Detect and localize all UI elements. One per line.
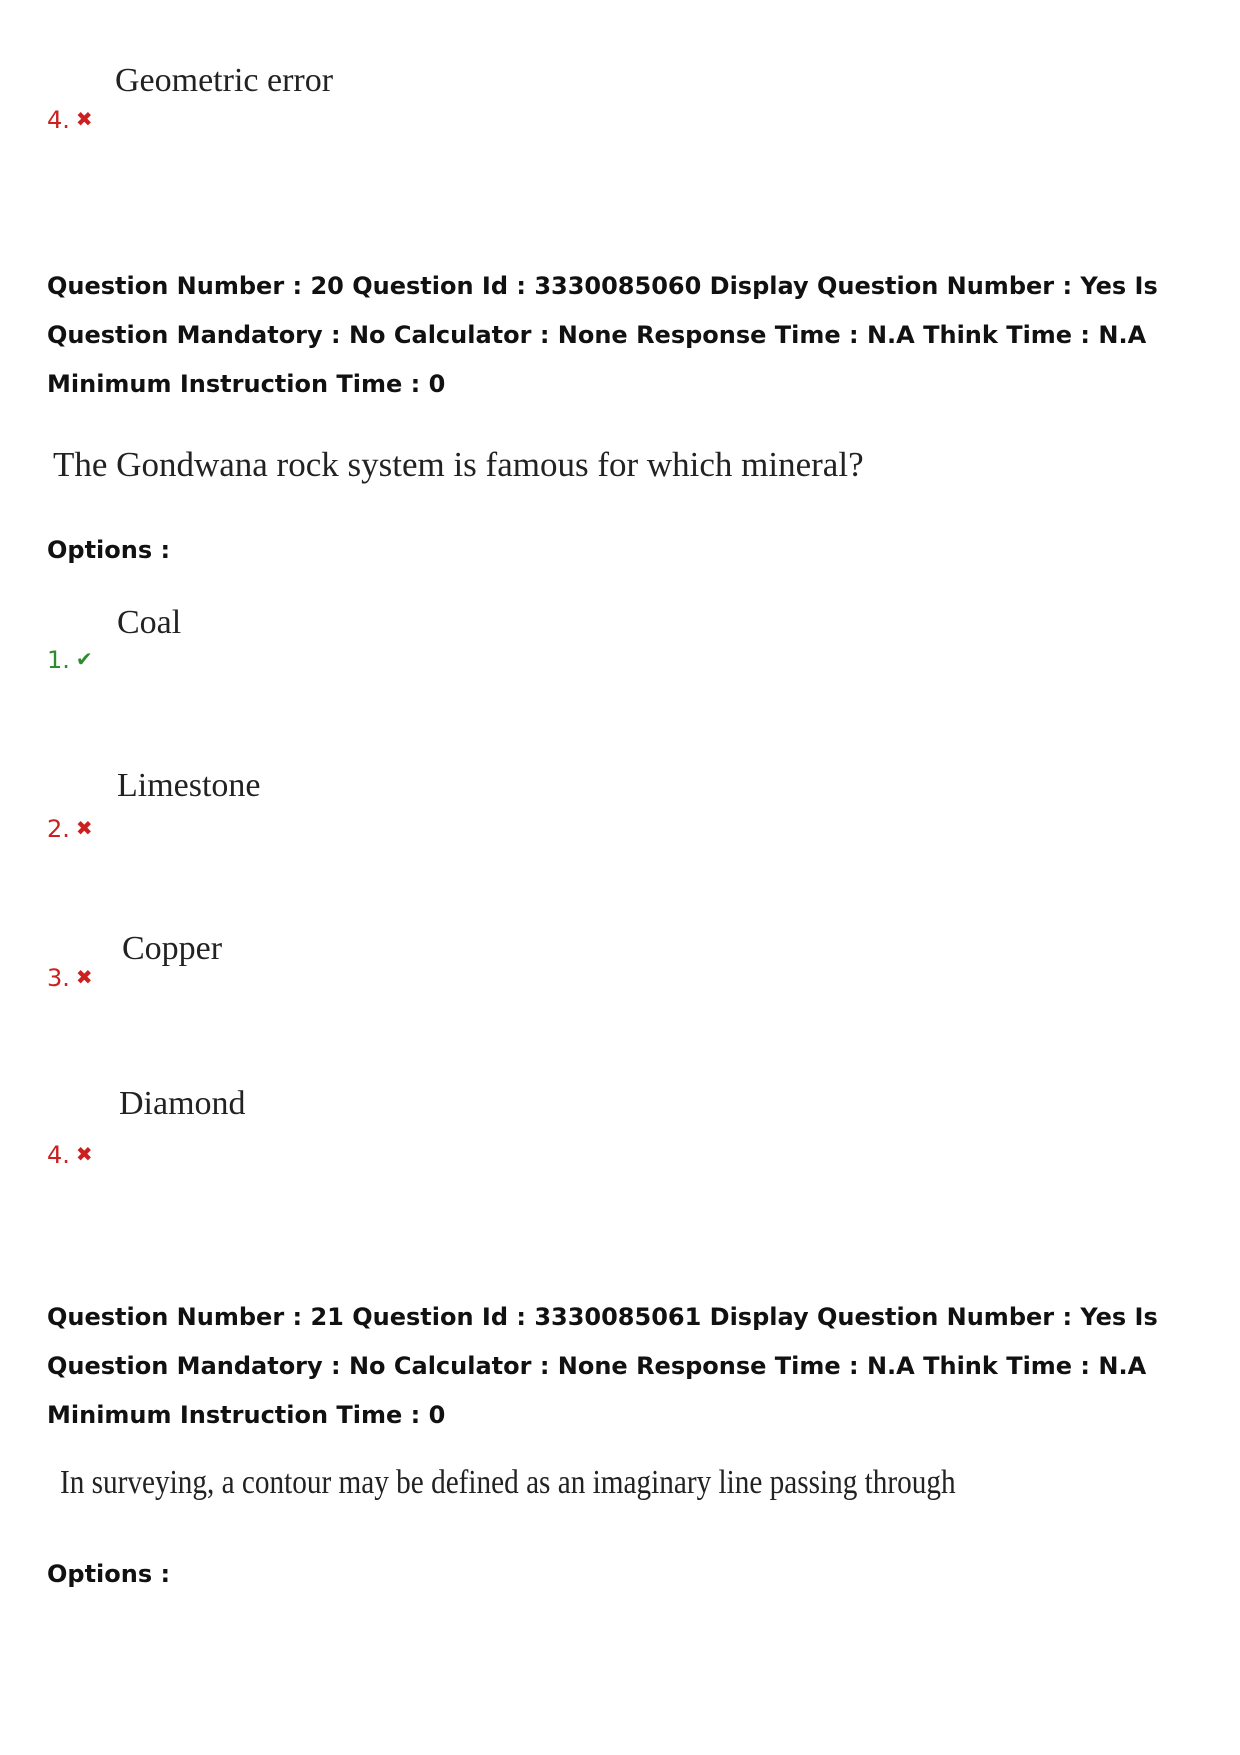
option-number: 1. ✔ <box>47 646 93 674</box>
option-text: Diamond <box>119 1085 246 1122</box>
option-text: Geometric error <box>115 62 334 99</box>
options-label: Options : <box>47 1560 171 1588</box>
option-number: 4. ✖ <box>47 106 93 134</box>
question-meta: Question Number : 21 Question Id : 3330085061 Display Question Number : Yes Is Question Mandatory : No Calculator : None Response Time : N.A Think Time : N.A Minimum Instruction Time : 0 <box>47 1303 1158 1429</box>
cross-icon: ✖ <box>75 107 93 131</box>
question-text: In surveying, a contour may be defined as an imaginary line passing through <box>60 1464 956 1501</box>
question-meta: Question Number : 20 Question Id : 3330085060 Display Question Number : Yes Is Question Mandatory : No Calculator : None Response Time : N.A Think Time : N.A Minimum Instruction Time : 0 <box>47 272 1158 398</box>
cross-icon: ✖ <box>75 965 93 989</box>
option-number: 3. ✖ <box>47 964 93 992</box>
option-number: 2. ✖ <box>47 815 93 843</box>
question-text: The Gondwana rock system is famous for which mineral? <box>53 445 864 484</box>
options-label: Options : <box>47 536 171 564</box>
option-text: Coal <box>117 604 182 641</box>
option-text: Copper <box>122 930 223 967</box>
option-text: Limestone <box>117 767 261 804</box>
option-number: 4. ✖ <box>47 1141 93 1169</box>
check-icon: ✔ <box>75 647 93 671</box>
cross-icon: ✖ <box>75 1142 93 1166</box>
cross-icon: ✖ <box>75 816 93 840</box>
